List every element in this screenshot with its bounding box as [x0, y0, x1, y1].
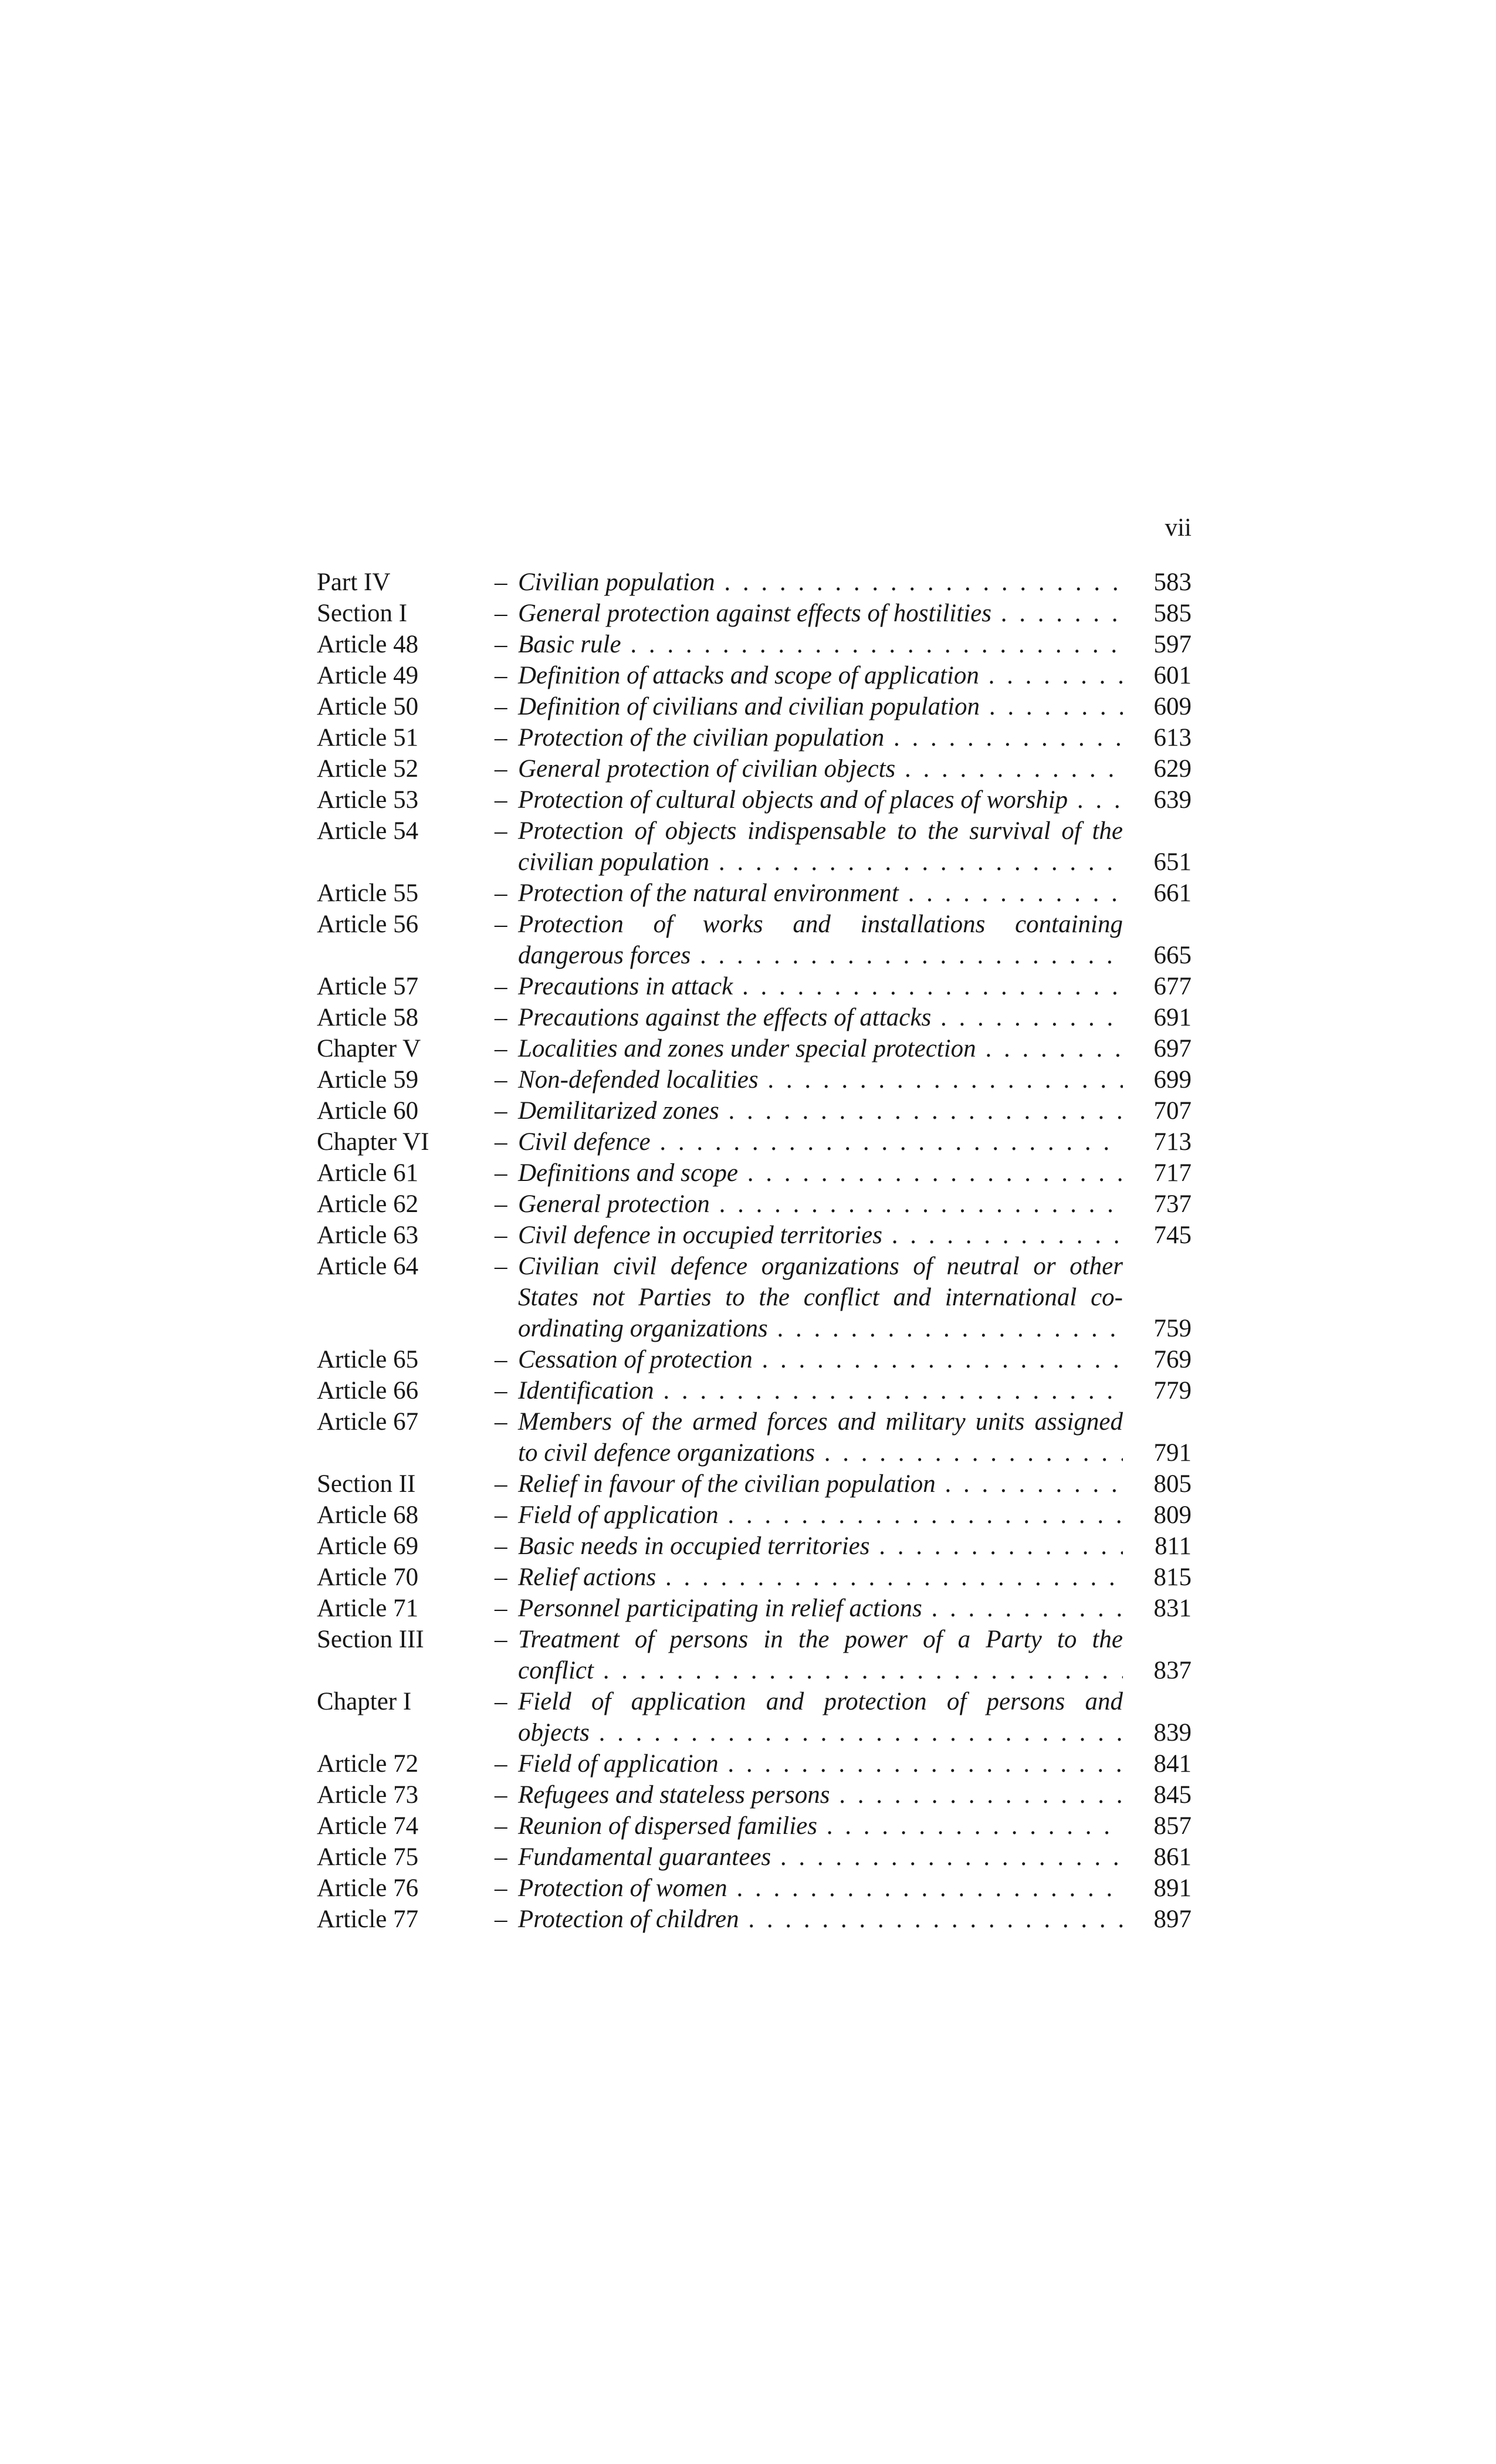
dot-leader [621, 631, 1123, 658]
toc-entry-leader-line [495, 1531, 1123, 1562]
toc-entry [317, 1779, 1192, 1810]
toc-entry-title: Definition of civilians and civilian population [518, 693, 980, 720]
toc-entry-label: Article 64 [317, 1253, 419, 1280]
toc-entry [317, 1468, 1192, 1500]
toc-entry-label: Article 48 [317, 631, 419, 658]
toc-entry-dash: – [495, 817, 507, 845]
toc-entry-label: Article 57 [317, 973, 419, 1000]
toc-entry-title: Basic needs in occupied territories [518, 1532, 870, 1560]
toc-entry-page: 697 [1153, 1035, 1192, 1062]
toc-entry-page: 613 [1153, 724, 1192, 752]
toc-entry-title: Non-defended localities [518, 1066, 759, 1094]
toc-entry [317, 909, 1192, 971]
toc-entry-page: 583 [1153, 568, 1192, 596]
toc-entry-label: Article 73 [317, 1781, 419, 1809]
toc-entry-label: Chapter VI [317, 1128, 429, 1156]
toc-entry-label: Article 49 [317, 662, 419, 689]
dot-leader [931, 1004, 1123, 1031]
toc-entry-title-line: Civilian civil defence organizations of neutral or other [518, 1253, 1123, 1280]
dot-leader [710, 1190, 1123, 1218]
toc-entry-label: Article 67 [317, 1408, 419, 1436]
toc-entry-leader-line [495, 1842, 1123, 1873]
toc-entry-page: 897 [1153, 1905, 1192, 1933]
table-of-contents [317, 567, 1192, 1935]
toc-entry-title: Demilitarized zones [518, 1097, 719, 1125]
toc-entry-page: 759 [1153, 1315, 1192, 1342]
toc-entry-label: Article 69 [317, 1532, 419, 1560]
toc-entry-title: Protection of cultural objects and of places of worship [518, 786, 1068, 814]
toc-entry-leader-line [495, 753, 1123, 784]
toc-entry [317, 1810, 1192, 1842]
toc-entry-title: Precautions against the effects of attacks [518, 1004, 932, 1031]
toc-entry [317, 1002, 1192, 1033]
toc-entry-leader-line [495, 1095, 1123, 1126]
toc-entry-title: Identification [518, 1377, 654, 1404]
toc-entry [317, 1157, 1192, 1189]
toc-entry [317, 1593, 1192, 1624]
toc-entry-label: Article 76 [317, 1874, 419, 1902]
toc-entry-page: 713 [1153, 1128, 1192, 1156]
dot-leader [817, 1812, 1123, 1840]
dot-leader [719, 1097, 1123, 1125]
toc-entry-label: Article 61 [317, 1159, 419, 1187]
toc-entry-dash: – [495, 693, 507, 720]
toc-entry-leader-line [495, 784, 1123, 815]
toc-entry-label: Article 74 [317, 1812, 419, 1840]
toc-entry [317, 1904, 1192, 1935]
dot-leader [654, 1377, 1123, 1404]
toc-entry-label: Article 65 [317, 1346, 419, 1373]
toc-entry-leader-line [495, 1562, 1123, 1593]
toc-entry-leader-line [495, 1064, 1123, 1095]
toc-entry [317, 1531, 1192, 1562]
toc-entry-label: Article 59 [317, 1066, 419, 1094]
dot-leader [899, 879, 1123, 907]
toc-entry-dash: – [495, 973, 507, 1000]
toc-entry-dash: – [495, 600, 507, 627]
dot-leader [991, 600, 1123, 627]
toc-entry-page: 661 [1153, 879, 1192, 907]
toc-entry-dash: – [495, 911, 507, 938]
toc-entry-leader-line [495, 1500, 1123, 1531]
toc-entry-dash: – [495, 1750, 507, 1778]
toc-entry [317, 1624, 1192, 1686]
toc-entry-leader-line [495, 1873, 1123, 1904]
toc-entry-title: Protection of women [518, 1874, 727, 1902]
toc-entry-label: Article 66 [317, 1377, 419, 1404]
toc-entry-label: Article 68 [317, 1501, 419, 1529]
toc-entry [317, 660, 1192, 691]
toc-entry-leader-line [495, 1189, 1123, 1220]
toc-entry-dash: – [495, 879, 507, 907]
toc-entry-dash: – [495, 1688, 507, 1715]
toc-entry-leader-line [495, 1220, 1123, 1251]
dot-leader [815, 1439, 1123, 1467]
toc-entry-page: 677 [1153, 973, 1192, 1000]
toc-entry-page: 809 [1153, 1501, 1192, 1529]
toc-entry-page: 609 [1153, 693, 1192, 720]
dot-leader [869, 1532, 1123, 1560]
dot-leader [895, 755, 1123, 783]
toc-entry-page: 845 [1153, 1781, 1192, 1809]
toc-entry-title: Definition of attacks and scope of application [518, 662, 979, 689]
toc-entry-leader-line [495, 1468, 1123, 1500]
toc-entry-leader-line [495, 847, 1123, 878]
toc-entry-label: Section III [317, 1626, 424, 1653]
toc-entry-leader-line [495, 1810, 1123, 1842]
toc-entry [317, 1842, 1192, 1873]
toc-entry [317, 753, 1192, 784]
toc-entry-title: Field of application [518, 1501, 719, 1529]
toc-entry-leader-line [495, 878, 1123, 909]
toc-entry-title: Relief in favour of the civilian population [518, 1470, 936, 1498]
toc-entry-page: 745 [1153, 1221, 1192, 1249]
toc-entry-dash: – [495, 786, 507, 814]
toc-entry-dash: – [495, 1221, 507, 1249]
toc-entry [317, 691, 1192, 722]
toc-entry-dash: – [495, 1843, 507, 1871]
toc-entry-leader-line [495, 722, 1123, 753]
toc-entry-leader-line [495, 1313, 1123, 1344]
toc-entry-leader-line [495, 1904, 1123, 1935]
toc-entry-leader-line [495, 1002, 1123, 1033]
toc-entry-label: Section I [317, 600, 408, 627]
toc-entry-page: 585 [1153, 600, 1192, 627]
toc-entry-page: 841 [1153, 1750, 1192, 1778]
toc-entry [317, 1344, 1192, 1375]
toc-entry-leader-line [495, 940, 1123, 971]
toc-entry-dash: – [495, 1190, 507, 1218]
toc-entry [317, 1251, 1192, 1344]
toc-entry-title: General protection of civilian objects [518, 755, 896, 783]
toc-entry-title: dangerous forces [518, 942, 691, 969]
toc-entry-label: Part IV [317, 568, 391, 596]
toc-entry-dash: – [495, 1128, 507, 1156]
toc-entry [317, 1189, 1192, 1220]
dot-leader [922, 1595, 1123, 1622]
toc-entry-page: 811 [1155, 1532, 1192, 1560]
toc-entry-title: Reunion of dispersed families [518, 1812, 817, 1840]
dot-leader [691, 942, 1123, 969]
toc-entry [317, 1562, 1192, 1593]
toc-entry-page: 857 [1153, 1812, 1192, 1840]
toc-entry-leader-line [495, 567, 1123, 598]
dot-leader [768, 1315, 1123, 1342]
dot-leader [738, 1159, 1123, 1187]
toc-entry-dash: – [495, 1066, 507, 1094]
toc-entry-leader-line [495, 1748, 1123, 1779]
toc-entry-label: Article 77 [317, 1905, 419, 1933]
toc-entry-label: Chapter I [317, 1688, 412, 1715]
toc-entry-page: 639 [1153, 786, 1192, 814]
dot-leader [759, 1066, 1123, 1094]
toc-entry-label: Section II [317, 1470, 416, 1498]
toc-entry-dash: – [495, 1346, 507, 1373]
page-number: vii [1165, 514, 1192, 541]
toc-entry-title: Personnel participating in relief actions [518, 1595, 922, 1622]
toc-entry-title: Refugees and stateless persons [518, 1781, 830, 1809]
toc-entry-leader-line [495, 1126, 1123, 1157]
toc-entry-title: civilian population [518, 848, 710, 876]
toc-entry [317, 1220, 1192, 1251]
toc-entry-page: 699 [1153, 1066, 1192, 1094]
toc-entry-dash: – [495, 1905, 507, 1933]
toc-entry [317, 1033, 1192, 1064]
toc-entry-leader-line [495, 1344, 1123, 1375]
toc-entry-dash: – [495, 1097, 507, 1125]
toc-entry-page: 651 [1153, 848, 1192, 876]
dot-leader [727, 1874, 1123, 1902]
toc-entry-label: Article 60 [317, 1097, 419, 1125]
toc-entry [317, 1095, 1192, 1126]
toc-entry-leader-line [495, 1375, 1123, 1406]
toc-entry-title: Localities and zones under special protection [518, 1035, 976, 1062]
dot-leader [594, 1657, 1123, 1684]
toc-entry-title: Definitions and scope [518, 1159, 739, 1187]
toc-entry-page: 815 [1153, 1563, 1192, 1591]
toc-entry-dash: – [495, 1377, 507, 1404]
toc-entry-page: 779 [1153, 1377, 1192, 1404]
dot-leader [753, 1346, 1123, 1373]
toc-entry [317, 1406, 1192, 1468]
toc-entry-page: 839 [1153, 1719, 1192, 1747]
toc-entry-label: Article 75 [317, 1843, 419, 1871]
toc-entry-label: Article 53 [317, 786, 419, 814]
toc-entry-title: ordinating organizations [518, 1315, 768, 1342]
toc-entry-label: Article 56 [317, 911, 419, 938]
toc-entry-title-line: Protection of works and installations containing [518, 911, 1123, 938]
toc-entry-page: 837 [1153, 1657, 1192, 1684]
toc-entry-dash: – [495, 1812, 507, 1840]
toc-entry-title: Precautions in attack [518, 973, 733, 1000]
toc-entry [317, 1748, 1192, 1779]
toc-entry-title: Field of application [518, 1750, 719, 1778]
toc-entry-title: Protection of the natural environment [518, 879, 899, 907]
toc-entry-page: 737 [1153, 1190, 1192, 1218]
toc-entry-leader-line [495, 971, 1123, 1002]
toc-entry-page: 717 [1153, 1159, 1192, 1187]
toc-entry-page: 665 [1153, 942, 1192, 969]
toc-entry-leader-line [495, 1779, 1123, 1810]
toc-entry-dash: – [495, 724, 507, 752]
toc-entry-label: Article 51 [317, 724, 419, 752]
toc-entry-title-line: States not Parties to the conflict and international co- [518, 1284, 1123, 1311]
dot-leader [733, 973, 1123, 1000]
toc-entry-title: Civilian population [518, 568, 715, 596]
toc-entry-title: Protection of children [518, 1905, 739, 1933]
toc-entry-page: 707 [1153, 1097, 1192, 1125]
toc-entry-leader-line [495, 691, 1123, 722]
dot-leader [976, 1035, 1123, 1062]
toc-entry-dash: – [495, 1874, 507, 1902]
dot-leader [771, 1843, 1123, 1871]
dot-leader [884, 724, 1123, 752]
toc-entry-page: 891 [1153, 1874, 1192, 1902]
toc-entry-title: General protection [518, 1190, 710, 1218]
toc-entry [317, 629, 1192, 660]
toc-entry-leader-line [495, 1437, 1123, 1468]
toc-entry [317, 567, 1192, 598]
toc-entry-page: 861 [1153, 1843, 1192, 1871]
toc-entry-title: Civil defence in occupied territories [518, 1221, 882, 1249]
toc-entry-dash: – [495, 1159, 507, 1187]
dot-leader [979, 662, 1123, 689]
toc-entry [317, 784, 1192, 815]
toc-entry-title: objects [518, 1719, 590, 1747]
toc-entry-label: Article 52 [317, 755, 419, 783]
toc-entry-title-line: Treatment of persons in the power of a Party to the [518, 1626, 1123, 1653]
toc-entry-dash: – [495, 1470, 507, 1498]
toc-entry [317, 1500, 1192, 1531]
toc-entry-label: Article 50 [317, 693, 419, 720]
dot-leader [719, 1750, 1123, 1778]
toc-entry-dash: – [495, 1408, 507, 1436]
toc-entry-label: Article 71 [317, 1595, 419, 1622]
toc-entry-label: Article 55 [317, 879, 419, 907]
toc-entry-page: 769 [1153, 1346, 1192, 1373]
dot-leader [590, 1719, 1123, 1747]
toc-entry-title: Civil defence [518, 1128, 651, 1156]
toc-entry [317, 598, 1192, 629]
toc-entry-title: conflict [518, 1657, 594, 1684]
toc-entry-dash: – [495, 755, 507, 783]
toc-entry-title-line: Members of the armed forces and military units assigned [518, 1408, 1123, 1436]
toc-entry-leader-line [495, 1655, 1123, 1686]
toc-entry-dash: – [495, 1501, 507, 1529]
toc-entry-dash: – [495, 1532, 507, 1560]
toc-entry-dash: – [495, 1563, 507, 1591]
toc-entry-page: 597 [1153, 631, 1192, 658]
dot-leader [936, 1470, 1123, 1498]
toc-entry-dash: – [495, 1595, 507, 1622]
toc-entry-page: 805 [1153, 1470, 1192, 1498]
toc-entry [317, 722, 1192, 753]
toc-entry-title: Basic rule [518, 631, 621, 658]
toc-entry-dash: – [495, 1253, 507, 1280]
toc-entry [317, 1873, 1192, 1904]
dot-leader [980, 693, 1123, 720]
toc-entry-title: Cessation of protection [518, 1346, 753, 1373]
toc-entry-label: Article 72 [317, 1750, 419, 1778]
toc-entry-leader-line [495, 598, 1123, 629]
toc-entry-label: Article 63 [317, 1221, 419, 1249]
dot-leader [719, 1501, 1123, 1529]
dot-leader [1068, 786, 1123, 814]
toc-entry [317, 971, 1192, 1002]
toc-entry [317, 815, 1192, 878]
dot-leader [656, 1563, 1123, 1591]
toc-entry-dash: – [495, 631, 507, 658]
toc-entry-title: Protection of the civilian population [518, 724, 885, 752]
toc-entry-title: General protection against effects of hostilities [518, 600, 991, 627]
toc-entry-leader-line [495, 660, 1123, 691]
toc-entry-dash: – [495, 1004, 507, 1031]
dot-leader [651, 1128, 1123, 1156]
toc-entry-page: 691 [1153, 1004, 1192, 1031]
toc-entry-dash: – [495, 1035, 507, 1062]
toc-entry [317, 1126, 1192, 1157]
toc-entry-dash: – [495, 1781, 507, 1809]
dot-leader [715, 568, 1123, 596]
dot-leader [882, 1221, 1123, 1249]
toc-entry-dash: – [495, 1626, 507, 1653]
toc-entry-label: Article 54 [317, 817, 419, 845]
toc-entry-label: Article 62 [317, 1190, 419, 1218]
toc-entry-page: 629 [1153, 755, 1192, 783]
toc-entry-title: to civil defence organizations [518, 1439, 815, 1467]
toc-entry-page: 791 [1153, 1439, 1192, 1467]
toc-entry-page: 831 [1153, 1595, 1192, 1622]
dot-leader [739, 1905, 1123, 1933]
toc-entry-leader-line [495, 1717, 1123, 1748]
toc-entry-leader-line [495, 1033, 1123, 1064]
dot-leader [830, 1781, 1123, 1809]
toc-entry [317, 1686, 1192, 1748]
toc-entry-dash: – [495, 568, 507, 596]
toc-entry-leader-line [495, 629, 1123, 660]
toc-entry-title: Relief actions [518, 1563, 656, 1591]
toc-entry-leader-line [495, 1593, 1123, 1624]
dot-leader [709, 848, 1123, 876]
toc-entry [317, 878, 1192, 909]
toc-entry-title-line: Protection of objects indispensable to the survival of the [518, 817, 1123, 845]
toc-entry-label: Chapter V [317, 1035, 421, 1062]
toc-entry [317, 1375, 1192, 1406]
toc-entry [317, 1064, 1192, 1095]
toc-entry-leader-line [495, 1157, 1123, 1189]
toc-entry-dash: – [495, 662, 507, 689]
toc-entry-label: Article 58 [317, 1004, 419, 1031]
toc-entry-label: Article 70 [317, 1563, 419, 1591]
toc-entry-page: 601 [1153, 662, 1192, 689]
toc-entry-title-line: Field of application and protection of persons and [518, 1688, 1123, 1715]
toc-entry-title: Fundamental guarantees [518, 1843, 771, 1871]
